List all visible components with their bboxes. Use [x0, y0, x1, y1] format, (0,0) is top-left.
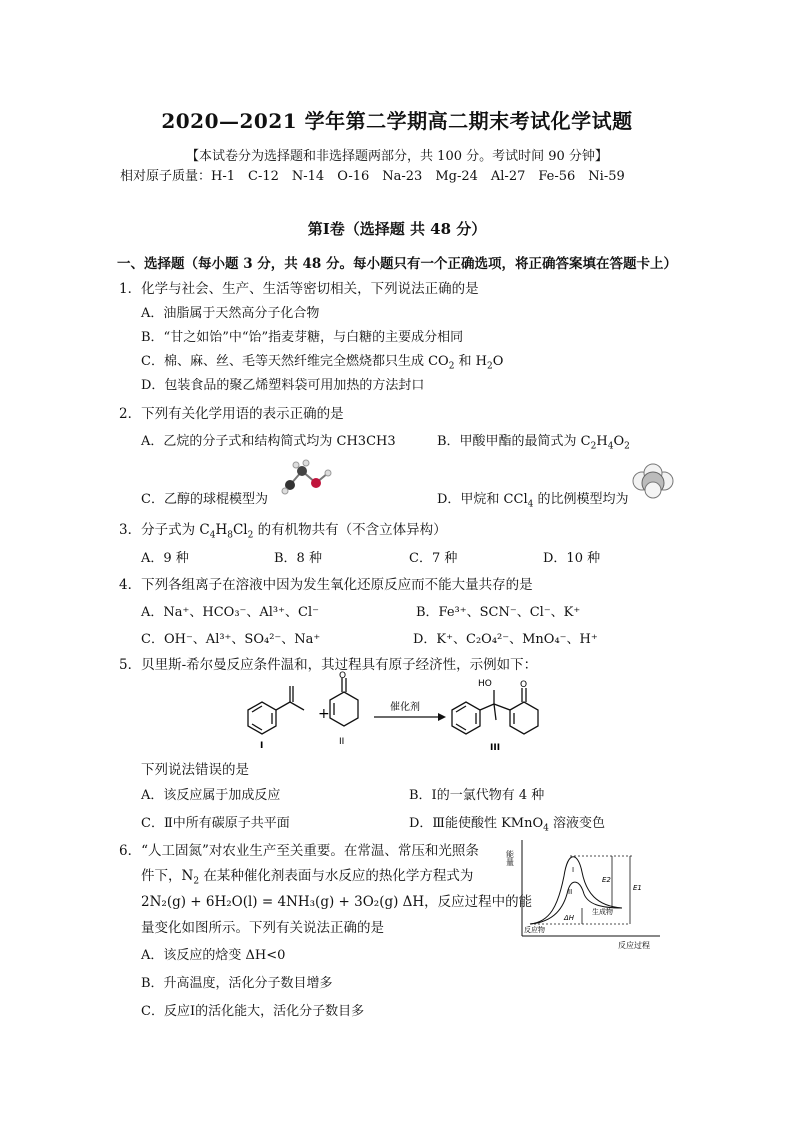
q2-option-b: B．甲酸甲酯的最简式为 $C_2H_4O_2$	[437, 434, 630, 452]
q5-option-c: C．Ⅱ中所有碳原子共平面	[141, 816, 290, 831]
reactant-label: 反应物	[524, 926, 545, 934]
q6-line2: 件下，$N_2$ 在某种催化剂表面与水反应的热化学方程式为	[141, 868, 474, 887]
q1-option-c: C．棉、麻、丝、毛等天然纤维完全燃烧都只生成 $CO_2$ 和 $H_2O$	[141, 354, 504, 372]
q4-option-a: A．Na⁺、HCO₃⁻、Al³⁺、Cl⁻	[141, 605, 319, 620]
page-title: 2020—2021 学年第二学期高二期末考试化学试题	[161, 109, 633, 133]
ho-label: HO	[478, 679, 492, 689]
methane-space-filling-model	[632, 464, 674, 498]
q4-option-c: C．OH⁻、Al³⁺、SO₄²⁻、Na⁺	[141, 632, 321, 647]
x-axis-label: 反应过程	[618, 941, 650, 950]
o-label-II: O	[339, 671, 347, 681]
y-axis-label: 能量	[505, 850, 515, 866]
section-title: 第Ⅰ卷（选择题 共 48 分）	[307, 220, 487, 238]
molecule-II	[330, 678, 358, 726]
atomic-masses: 相对原子质量：H-1 C-12 N-14 O-16 Na-23 Mg-24 Al-27 Fe-56 Ni-59	[120, 169, 625, 184]
q6-line1: 6．“人工固氮”对农业生产至关重要。在常温、常压和光照条	[119, 843, 479, 859]
q2-stem: 2．下列有关化学用语的表示正确的是	[119, 406, 344, 422]
q1-option-d: D．包装食品的聚乙烯塑料袋可用加热的方法封口	[141, 378, 425, 393]
q6-option-b: B．升高温度，活化分子数目增多	[141, 976, 333, 991]
ethanol-ball-stick-model	[280, 459, 340, 497]
q5-option-a: A．该反应属于加成反应	[141, 788, 281, 803]
q5-sub-stem: 下列说法错误的是	[141, 762, 249, 778]
e2-label: E2	[602, 876, 611, 884]
reaction-scheme	[240, 670, 580, 752]
q6-option-c: C．反应Ⅰ的活化能大，活化分子数目多	[141, 1004, 365, 1019]
molecule-III	[452, 688, 538, 734]
label-II: II	[339, 737, 345, 747]
q2-option-a: A．乙烷的分子式和结构简式均为 CH3CH3	[141, 434, 396, 449]
q4-stem: 4．下列各组离子在溶液中因为发生氧化还原反应而不能大量共存的是	[119, 577, 533, 593]
q5-option-b: B．Ⅰ的一氯代物有 4 种	[409, 788, 545, 803]
q4-option-b: B．Fe³⁺、SCN⁻、Cl⁻、K⁺	[416, 605, 581, 620]
label-III: III	[490, 743, 501, 753]
q1-option-a: A．油脂属于天然高分子化合物	[141, 306, 320, 321]
q5-stem: 5．贝里斯-希尔曼反应条件温和，其过程具有原子经济性，示例如下：	[119, 657, 538, 673]
energy-diagram	[505, 836, 670, 954]
exam-note: 【本试卷分为选择题和非选择题两部分，共 100 分。考试时间 90 分钟】	[186, 149, 608, 164]
q3-option-c: C．7 种	[409, 551, 458, 566]
e1-label: E1	[633, 884, 642, 892]
part-title: 一、选择题（每小题 3 分，共 48 分。每小题只有一个正确选项，将正确答案填在答题卡上）	[117, 256, 677, 272]
q2-option-c: C．乙醇的球棍模型为	[141, 492, 268, 507]
q3-stem: 3．分子式为 $C_4H_8Cl_2$ 的有机物共有（不含立体异构）	[119, 522, 447, 541]
q6-option-a: A．该反应的焓变 ΔH<0	[141, 948, 286, 963]
q2-option-d: D．甲烷和 CCl$_4$ 的比例模型均为	[437, 492, 629, 510]
q3-option-d: D．10 种	[543, 551, 601, 566]
dh-label: ΔH	[564, 914, 575, 922]
product-label: 生成物	[592, 908, 613, 916]
q1-option-b: B．“甘之如饴”中“饴”指麦芽糖，与白糖的主要成分相同	[141, 330, 464, 345]
catalyst-label: 催化剂	[390, 702, 420, 713]
plus-sign: +	[318, 706, 330, 722]
q5-option-d: D．Ⅲ能使酸性 KMnO$_4$ 溶液变色	[409, 816, 606, 834]
q3-option-b: B．8 种	[274, 551, 322, 566]
label-I: I	[260, 741, 264, 751]
curve-II-label: II	[568, 888, 573, 896]
molecule-I	[248, 686, 304, 734]
curve-I-label: I	[572, 866, 575, 874]
q4-option-d: D．K⁺、C₂O₄²⁻、MnO₄⁻、H⁺	[413, 632, 598, 647]
q1-stem: 1．化学与社会、生产、生活等密切相关，下列说法正确的是	[119, 281, 479, 297]
q3-option-a: A．9 种	[141, 551, 189, 566]
q6-line3: 2N₂(g) + 6H₂O(l) = 4NH₃(g) + 3O₂(g) ΔH，反应过程中的能	[141, 894, 533, 910]
q6-line4: 量变化如图所示。下列有关说法正确的是	[141, 920, 384, 936]
o-label-III: O	[520, 680, 528, 690]
